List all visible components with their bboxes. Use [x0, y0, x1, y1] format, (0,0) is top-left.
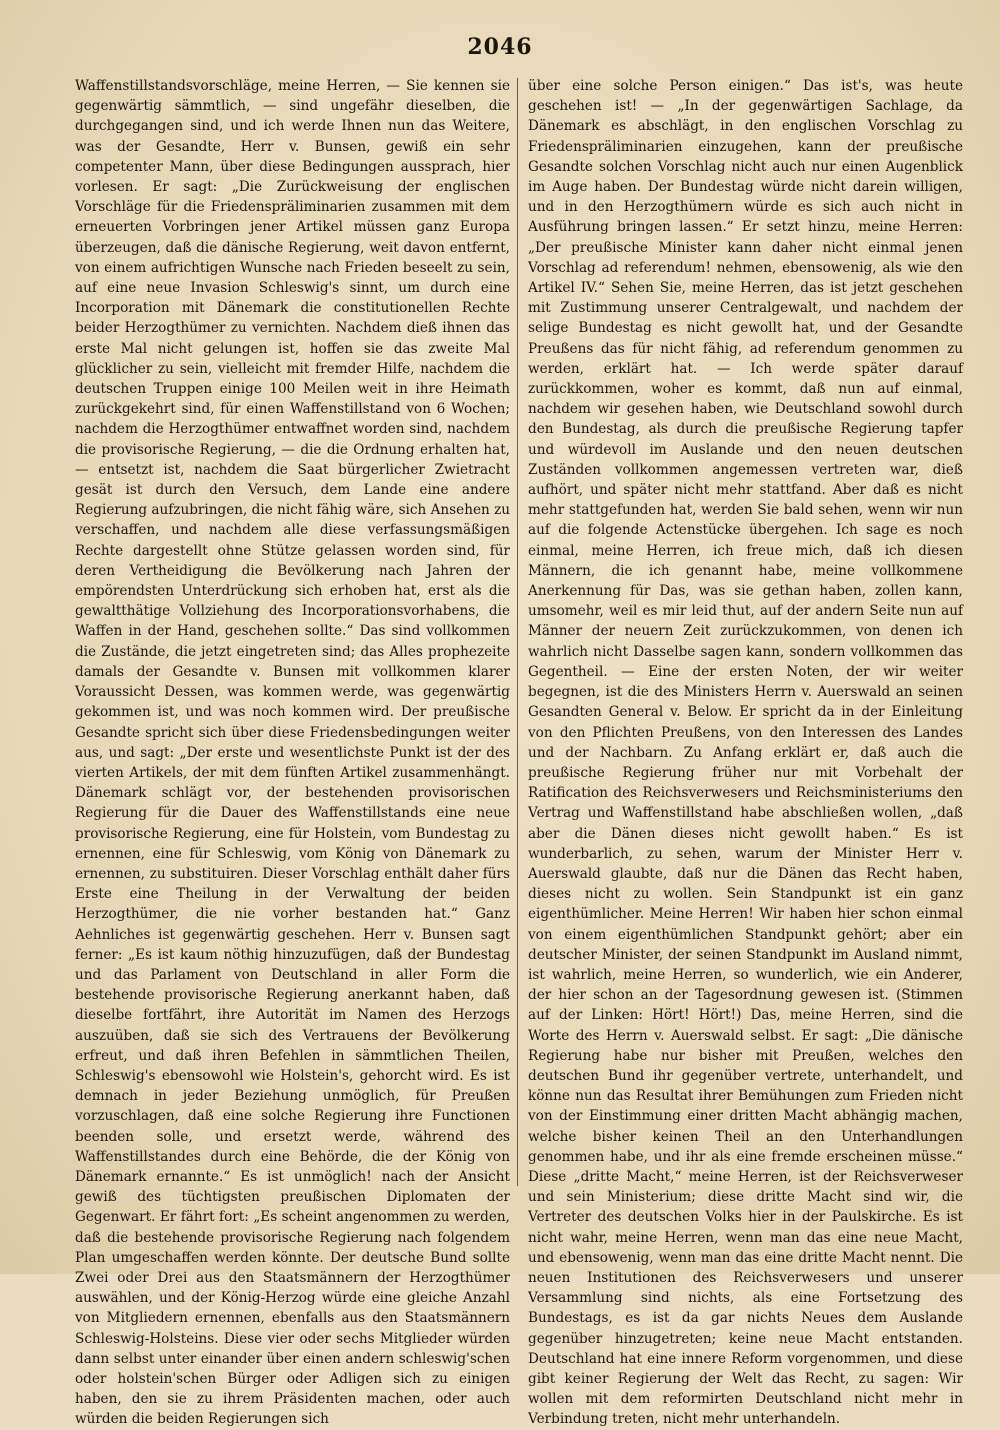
right-column-text: über eine solche Person einigen.“ Das ist's, was heute geschehen ist! — „In der gegenwärtigen Sachlage, da Dänemark es abschlägt, in den englischen Vorschlag zu Friedenspräliminarien einzugehen, kann der preußische Gesandte solchen Vorschlag nicht auch nur einen Augenblick im Auge haben. Der Bundestag würde nicht darein willigen, und in den Herzogthümern würde es sich auch nicht in Ausführung bringen lassen.“ Er setzt hinzu, meine Herren: „Der preußische Minister kann daher nicht einmal jenen Vorschlag ad referendum! nehmen, ebensowenig, als wie den Artikel IV.“ Sehen Sie, meine Herren, das ist jetzt geschehen mit Zustimmung unserer Centralgewalt, und nachdem der selige Bundestag es nicht gewollt hat, und der Gesandte Preußens das für nicht fähig, ad referendum genommen zu werden, erklärt hat. — Ich werde später darauf zurückkommen, woher es kommt, daß nun auf einmal, nachdem wir gesehen haben, wie Deutschland sowohl durch den Bundestag, als durch die preußische Regierung tapfer und würdevoll im Auslande und den neuen deutschen Zuständen vollkommen angemessen vertreten war, dieß aufhört, und später nicht mehr stattfand. Aber daß es nicht mehr stattgefunden hat, werden Sie bald sehen, wenn wir nun auf die folgende Actenstücke übergehen. Ich sage es noch einmal, meine Herren, ich freue mich, daß ich diesen Männern, die ich genannt habe, meine vollkommene Anerkennung für Das, was sie gethan haben, zollen kann, umsomehr, weil es mir leid thut, auf der andern Seite nun auf Männer der neuern Zeit zurückzukommen, von denen ich wahrlich nicht Dasselbe sagen kann, sondern vollkommen das Gegentheil. — Eine der ersten Noten, der wir weiter begegnen, ist die des Ministers Herrn v. Auerswald an seinen Gesandten General v. Below. Er spricht da in der Einleitung von den Pflichten Preußens, von den Interessen des Landes und der Nachbarn. Zu Anfang erklärt er, daß auch die preußische Regierung früher nur mit Vorbehalt der Ratification des Reichsverwesers und Reichsministeriums den Vertrag und Waffenstillstand habe abschließen wollen, „daß aber die Dänen dieses nicht gewollt haben.“ Es ist wunderbarlich, zu sehen, warum der Minister Herr v. Auerswald glaubte, daß nur die Dänen das Recht haben, dieses nicht zu wollen. Sein Standpunkt ist ein ganz eigenthümlicher. Meine Herren! Wir haben hier schon einmal von einem eigenthümlichen Standpunkt gehört; aber ein deutscher Minister, der seinen Standpunkt im Ausland nimmt, ist wahrlich, meine Herren, so wunderlich, wie ein Anderer, der hier schon an der Tagesordnung gewesen ist. (Stimmen auf der Linken: Hört! Hört!) Das, meine Herren, sind die Worte des Herrn v. Auerswald selbst. Er sagt: „Die dänische Regierung habe nur bisher mit Preußen, welches den deutschen Bund ihr gegenüber vertrete, unterhandelt, und könne nun das Resultat ihrer Bemühungen zum Frieden nicht von der Einstimmung einer dritten Macht abhängig machen, welche bisher keinen Theil an den Unterhandlungen genommen habe, und ihr als eine fremde erscheinen müsse.“ Diese „dritte Macht,“ meine Herren, ist der Reichsverweser und sein Ministerium; diese dritte Macht sind wir, die Vertreter des deutschen Volks hier in der Paulskirche. Es ist nicht wahr, meine Herren, wenn man das eine neue Macht, und ebensowenig, wenn man das eine dritte Macht nennt. Die neuen Institutionen des Reichsverwesers und unserer Versammlung sind nichts, als eine Fortsetzung des Bundestags, es ist da gar nichts Neues dem Auslande gegenüber hinzugetreten; keine neue Macht entstanden. Deutschland hat eine innere Reform vorgenommen, und diese gibt keiner Regierung der Welt das Recht, zu sagen: Wir wollen mit dem reformirten Deutschland nicht mehr in Verbindung treten, nicht mehr unterhandeln.	[528, 78, 963, 1428]
column-divider	[517, 78, 518, 1186]
text-column-right	[528, 76, 963, 1428]
left-column-text: Waffenstillstandsvorschläge, meine Herren, — Sie kennen sie gegenwärtig sämmtlich, — sind ungefähr dieselben, die durchgegangen sind, und ich werde Ihnen nun das Weitere, was der Gesandte, Herr v. Bunsen, gewiß ein sehr competenter Mann, über diese Bedingungen aussprach, hier vorlesen. Er sagt: „Die Zurückweisung der englischen Vorschläge für die Friedenspräliminarien zusammen mit dem erneuerten Vorbringen jener Artikel müssen ganz Europa überzeugen, daß die dänische Regierung, weit davon entfernt, von einem aufrichtigen Wunsche nach Frieden beseelt zu sein, auf eine neue Invasion Schleswig's sinnt, um durch eine Incorporation mit Dänemark die constitutionellen Rechte beider Herzogthümer zu vernichten. Nachdem dieß ihnen das erste Mal nicht gelungen ist, hoffen sie das zweite Mal glücklicher zu sein, vielleicht mit fremder Hilfe, nachdem die deutschen Truppen einige 100 Meilen weit in ihre Heimath zurückgekehrt sind, für einen Waffenstillstand von 6 Wochen; nachdem die Herzogthümer entwaffnet worden sind, nachdem die provisorische Regierung, — die die Ordnung erhalten hat, — entsetzt ist, nachdem die Saat bürgerlicher Zwietracht gesät ist durch den Versuch, dem Lande eine andere Regierung aufzubringen, die nicht fähig wäre, sich Ansehen zu verschaffen, und nachdem alle diese verfassungsmäßigen Rechte dargestellt ohne Stütze gelassen worden sind, für deren Vertheidigung die Bevölkerung nach Jahren der empörendsten Unterdrückung sich erhoben hat, erst als die gewaltthätige Vollziehung des Incorporationsvorhabens, die Waffen in der Hand, geschehen sollte.“ Das sind vollkommen die Zustände, die jetzt eingetreten sind; das Alles prophezeite damals der Gesandte v. Bunsen mit vollkommen klarer Voraussicht Dessen, was kommen werde, was gegenwärtig gekommen ist, und was noch kommen wird. Der preußische Gesandte spricht sich über diese Friedensbedingungen weiter aus, und sagt: „Der erste und wesentlichste Punkt ist der des vierten Artikels, der mit dem fünften Artikel zusammenhängt. Dänemark schlägt vor, der bestehenden provisorischen Regierung für die Dauer des Waffenstillstands eine neue provisorische Regierung, eine für Holstein, vom Bundestag zu ernennen, eine für Schleswig, vom König von Dänemark zu ernennen, zu substituiren. Dieser Vorschlag enthält daher fürs Erste eine Theilung in der Verwaltung der beiden Herzogthümer, die nie vorher bestanden hat.“ Ganz Aehnliches ist gegenwärtig geschehen. Herr v. Bunsen sagt ferner: „Es ist kaum nöthig hinzuzufügen, daß der Bundestag und das Parlament von Deutschland in aller Form die bestehende provisorische Regierung anerkannt haben, daß dieselbe fortfährt, ihre Autorität im Namen des Herzogs auszuüben, daß sie sich des Vertrauens der Bevölkerung erfreut, und daß ihren Befehlen in sämmtlichen Theilen, Schleswig's ebensowohl wie Holstein's, gehorcht wird. Es ist demnach in jeder Beziehung unmöglich, für Preußen vorzuschlagen, daß eine solche Regierung ihre Functionen beenden solle, und ersetzt werde, während des Waffenstillstandes durch eine Behörde, die der König von Dänemark ernannte.“ Es ist unmöglich! nach der Ansicht gewiß des tüchtigsten preußischen Diplomaten der Gegenwart. Er fährt fort: „Es scheint angenommen zu werden, daß die bestehende provisorische Regierung nach folgendem Plan umgeschaffen werden könnte. Der deutsche Bund sollte Zwei oder Drei aus den Staatsmännern der Herzogthümer auswählen, und der König-Herzog würde eine gleiche Anzahl von Mitgliedern ernennen, ebenfalls aus den Staatsmännern Schleswig-Holsteins. Diese vier oder sechs Mitglieder würden dann selbst unter einander über einen andern schleswig'schen oder holstein'schen Bürger oder Adligen sich zu einigen haben, den sie zu ihrem Präsidenten machen, oder auch würden die beiden Regierungen sich	[75, 78, 510, 1428]
text-column-left	[75, 76, 510, 1428]
page-number: 2046	[467, 34, 533, 60]
